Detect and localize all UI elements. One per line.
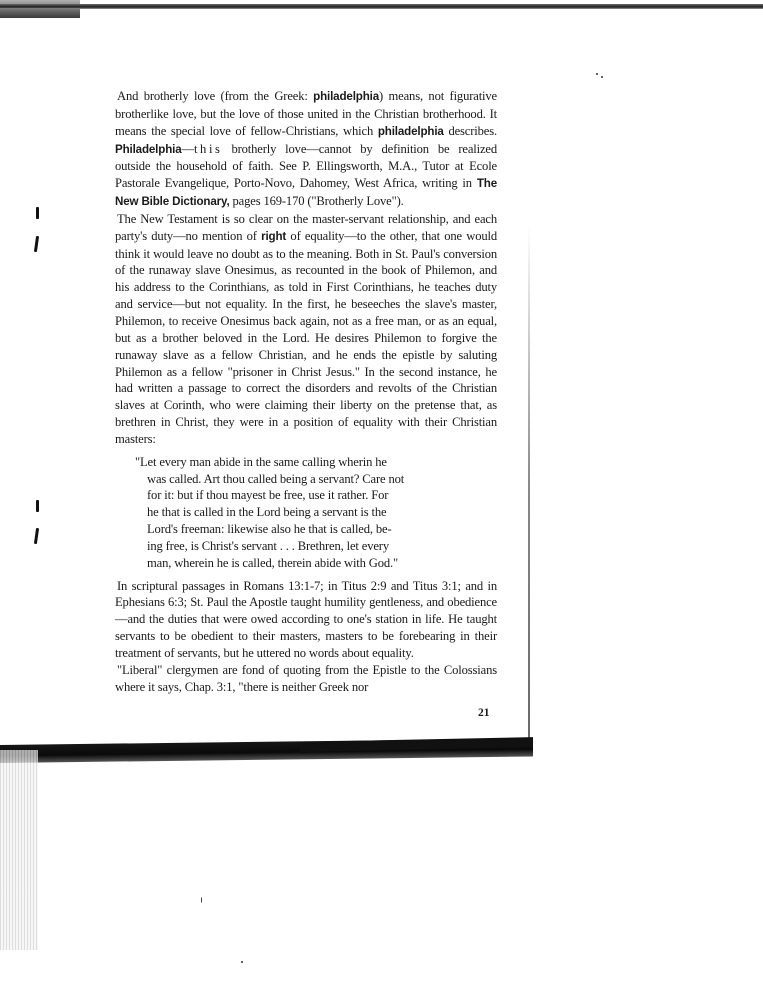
quote-line: Lord's freeman: likewise also he that is called, be- xyxy=(147,522,392,537)
emphasis-run: philadelphia xyxy=(313,90,380,103)
text-run: of equality—to the other, that one would think it would leave no doubt as to the meaning. Both in St. Paul's conversion of the runaway slave Onesimus, as recounted in the book of Philemon, and his address to the Corinthians, as told in First Corinthians, he teaches duty and service—but not equality. In the first, he beseeches the slave's master, Philemon, to receive Onesimus back again, not as a free man, or as an equal, but as a brother beloved in the Lord. He desires Philemon to forgive the runaway slave as a fellow Christian, and he ends the epistle by saluting Philemon as a fellow "prisoner in Christ Jesus." In the second instance, he had written a passage to correct the disorders and revolts of the Christian slaves at Corinth, who were claiming their liberty on the pretense that, as brethren in Christ, they were in a position of equality with their Christian masters: xyxy=(115,228,498,446)
emphasis-run: right xyxy=(261,229,287,243)
quote-line: ing free, is Christ's servant . . . Brethren, let every xyxy=(147,538,389,553)
page-text xyxy=(115,88,497,696)
text-run: The New Testament is so clear on the master-servant relationship, and each party's duty—no mention of xyxy=(115,211,497,243)
emphasis-run: The New Bible Dictionary, xyxy=(115,177,497,209)
margin-mark xyxy=(34,236,39,252)
quote-line: was called. Art thou called being a servant? Care not xyxy=(147,471,405,486)
scripture-quote xyxy=(135,454,473,572)
scan-edge-top xyxy=(0,4,763,9)
emphasis-run: philadelphia xyxy=(377,124,444,138)
text-run: pages 169-170 ("Brotherly Love"). xyxy=(229,194,404,209)
scan-speck xyxy=(201,897,202,903)
text-run: And brotherly love (from the Greek: xyxy=(117,89,314,103)
margin-mark xyxy=(34,528,39,544)
margin-mark xyxy=(36,500,39,512)
quote-line: for it: but if thou mayest be free, use it rather. For xyxy=(147,488,389,503)
emphasis-run: this xyxy=(193,141,223,156)
scan-shadow-top xyxy=(0,0,80,18)
quote-line: man, wherein he is called, therein abide with God." xyxy=(147,555,399,570)
quote-line: he that is called in the Lord being a servant is the xyxy=(147,505,387,520)
page-number: 21 xyxy=(478,707,490,719)
text-run: describes. xyxy=(443,123,497,138)
scan-edge-right xyxy=(528,225,530,745)
scan-noise-left xyxy=(0,750,38,950)
emphasis-run: Philadelphia xyxy=(115,142,182,156)
text-run: — xyxy=(181,141,194,156)
paragraph-4: "Liberal" clergymen are fond of quoting from the Epistle to the Colossians where it says, Chap. 3:1, "there is neither Greek nor xyxy=(115,662,497,694)
text-run: brotherly love—cannot by definition be realized outside the household of faith. See P. Ellingsworth, M.A., Tutor at Ecole Pastorale Evangelique, Porto-Novo, Dahomey, West Africa, writing in xyxy=(115,141,497,191)
scan-speck xyxy=(596,73,598,75)
scan-speck xyxy=(241,961,243,963)
paragraph-3: In scriptural passages in Romans 13:1-7; in Titus 2:9 and Titus 3:1; and in Ephesians 6:3; St. Paul the Apostle taught humility gentleness, and obedience—and the duties that were owed according to one's station in life. He taught servants to be obedient to their masters, masters to be forebearing in their treatment of servants, but he uttered no words about equality. xyxy=(115,578,497,660)
quote-line: "Let every man abide in the same calling wherin he xyxy=(135,454,387,469)
scan-speck xyxy=(601,76,603,78)
paragraph-2 xyxy=(115,211,497,448)
paragraph-1 xyxy=(115,88,497,211)
margin-mark xyxy=(36,207,39,219)
text-run: ) means, not figurative brotherlike love, but the love of those united in the Christian brotherhood. It means the special love of fellow-Christians, which xyxy=(115,89,497,138)
